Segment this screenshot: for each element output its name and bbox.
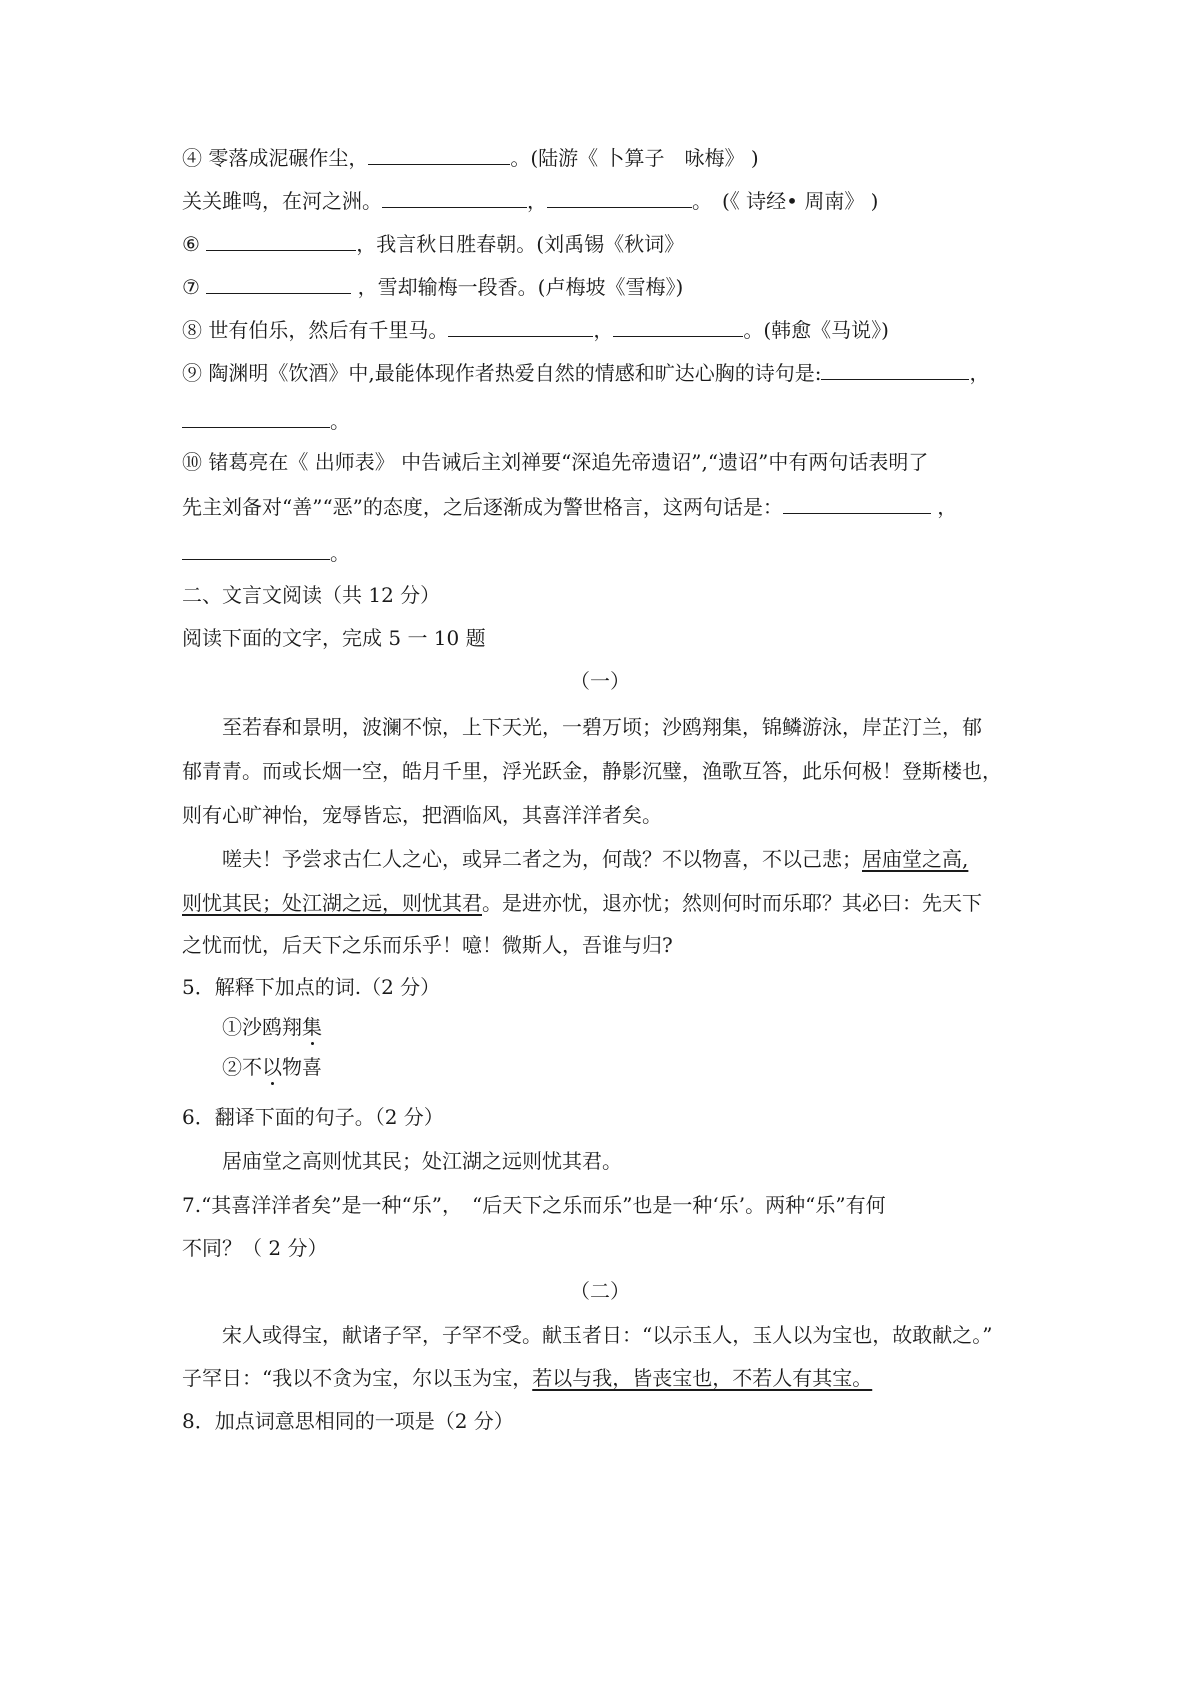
passage1-line: 至若春和景明，波澜不惊，上下天光，一碧万顷；沙鸥翔集，锦鳞游泳，岸芷汀兰，郁 bbox=[222, 715, 982, 739]
recite-line-10: ⑩ 锗葛亮在《 出师表》 中告诫后主刘禅要“深追先帝遗诏”,“遗诏”中有两句话表明了 bbox=[182, 450, 929, 474]
emphasis-dot-word: 集 bbox=[302, 1015, 322, 1039]
answer-blank[interactable] bbox=[182, 407, 330, 428]
answer-blank[interactable] bbox=[206, 230, 356, 251]
answer-blank[interactable] bbox=[783, 493, 931, 514]
recite-line-guanju: 关关雎鸣，在河之洲。 ， 。 (《 诗经• 周南》 ) bbox=[182, 189, 879, 213]
question-7: 7.“其喜洋洋者矣”是一种“乐”， “后天下之乐而乐”也是一种‘乐’。两种“乐”有何 bbox=[182, 1193, 886, 1217]
recite-line-7: ⑦ ，雪却输梅一段香。(卢梅坡《雪梅》) bbox=[182, 275, 684, 299]
question-5-item-2: ②不以物喜 bbox=[222, 1055, 322, 1079]
answer-blank[interactable] bbox=[613, 316, 743, 337]
recite-line-9: ⑨ 陶渊明《饮酒》中,最能体现作者热爱自然的情感和旷达心胸的诗句是: ， bbox=[182, 361, 990, 385]
question-6-text: 居庙堂之高则忧其民；处江湖之远则忧其君。 bbox=[222, 1149, 622, 1173]
passage2-line: 之忧而忧，后天下之乐而乐乎！噫！微斯人，吾谁与归? bbox=[182, 933, 673, 957]
answer-blank[interactable] bbox=[448, 316, 593, 337]
passage1-line: 郁青青。而或长烟一空，皓月千里，浮光跃金，静影沉璧，渔歌互答，此乐何极！登斯楼也， bbox=[182, 759, 1002, 783]
answer-blank[interactable] bbox=[382, 187, 527, 208]
section-heading: 二、文言文阅读（共 12 分） bbox=[182, 583, 441, 607]
passage3-line: 子罕日：“我以不贪为宝，尔以玉为宝，若以与我，皆丧宝也，不若人有其宝。 bbox=[182, 1366, 873, 1390]
recite-line-10-cont: 先主刘备对“善”“恶”的态度，之后逐渐成为警世格言，这两句话是： ， bbox=[182, 495, 958, 519]
answer-blank[interactable] bbox=[368, 144, 510, 165]
question-7-cont: 不同？（ 2 分） bbox=[182, 1236, 328, 1260]
part-one-label: （一） bbox=[570, 669, 630, 693]
question-5-item-1: ①沙鸥翔集 bbox=[222, 1015, 322, 1039]
answer-blank[interactable] bbox=[182, 539, 330, 560]
recite-line-8: ⑧ 世有伯乐，然后有千里马。 ， 。(韩愈《马说》) bbox=[182, 318, 889, 342]
section-instruction: 阅读下面的文字，完成 5 一 10 题 bbox=[182, 626, 486, 650]
recite-line-6: ⑥ ，我言秋日胜春朝。(刘禹锡《秋词》 bbox=[182, 232, 685, 256]
passage2-line: 嗟夫！予尝求古仁人之心，或异二者之为，何哉？不以物喜，不以己悲；居庙堂之高, bbox=[222, 847, 969, 871]
answer-blank[interactable] bbox=[547, 187, 692, 208]
passage2-line: 则忧其民；处江湖之远，则忧其君。是进亦忧，退亦忧；然则何时而乐耶？其必曰：先天下 bbox=[182, 891, 982, 915]
underlined-sentence: 则忧其民；处江湖之远，则忧其君 bbox=[182, 891, 482, 915]
recite-line-9-cont: 。 bbox=[182, 406, 350, 436]
answer-blank[interactable] bbox=[206, 273, 351, 294]
question-5: 5．解释下加点的词.（2 分） bbox=[182, 975, 441, 999]
answer-blank[interactable] bbox=[821, 359, 969, 380]
underlined-sentence: 居庙堂之高, bbox=[862, 847, 969, 871]
passage3-line: 宋人或得宝，献诸子罕，子罕不受。献玉者日：“以示玉人，玉人以为宝也，故敢献之。” bbox=[222, 1323, 993, 1347]
part-two-label: （二） bbox=[570, 1279, 630, 1303]
passage1-line: 则有心旷神怡，宠辱皆忘，把酒临风，其喜洋洋者矣。 bbox=[182, 803, 662, 827]
question-8: 8．加点词意思相同的一项是（2 分） bbox=[182, 1409, 514, 1433]
recite-line-10-end: 。 bbox=[182, 538, 350, 568]
recite-line-4: ④ 零落成泥碾作尘， 。(陆游《 卜算子 咏梅》 ) bbox=[182, 146, 759, 170]
emphasis-dot-word: 以 bbox=[262, 1055, 282, 1079]
underlined-sentence: 若以与我，皆丧宝也，不若人有其宝。 bbox=[532, 1366, 873, 1390]
question-6: 6．翻译下面的句子。（2 分） bbox=[182, 1105, 444, 1129]
